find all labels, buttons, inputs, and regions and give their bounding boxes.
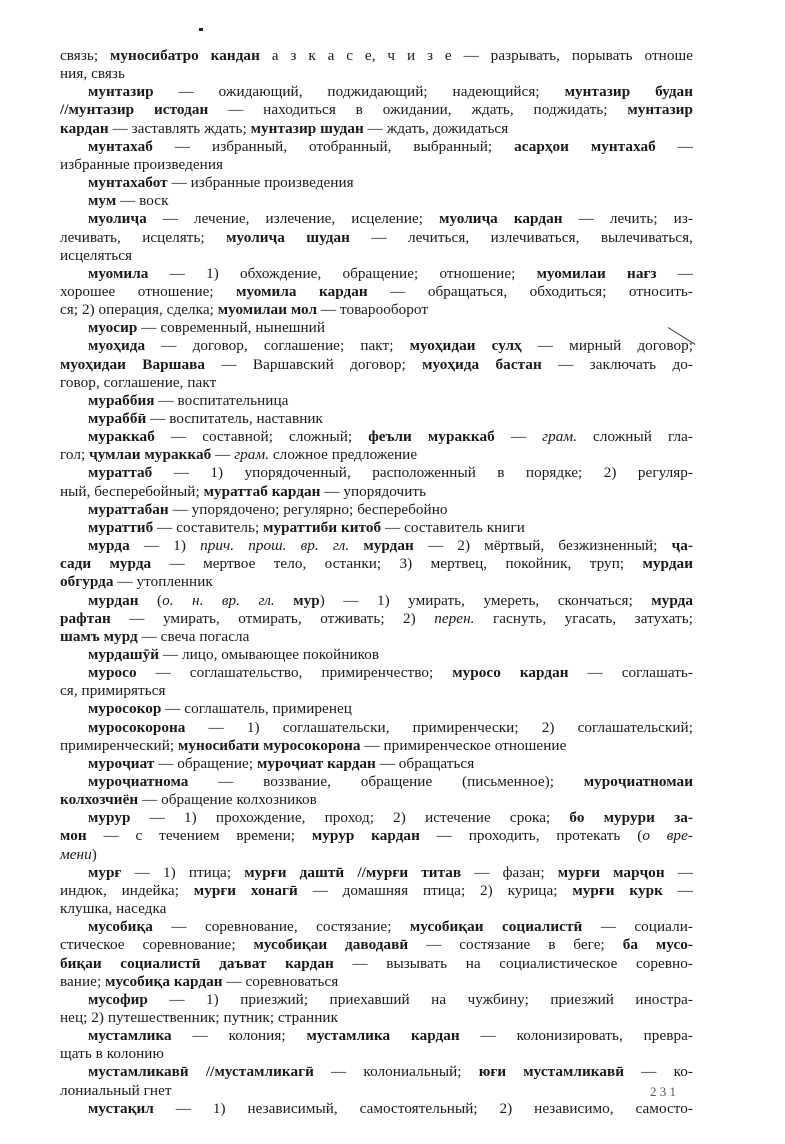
headword: обгурда — [60, 573, 114, 591]
headword: мурур кардан — [311, 827, 420, 845]
headword: мурғи хонагӣ — [193, 881, 298, 899]
headword: муомила кардан — [236, 282, 368, 300]
entry-line: лечивать, исцелять; муолиҷа шудан — лечиться, излечиваться, вылечиваться, — [60, 228, 693, 246]
headword: мураттаб кардан — [203, 482, 321, 500]
print-speck — [199, 28, 203, 31]
entry-line: кардан — заставлять ждать; мунтазир шудан — ждать, дожидаться — [60, 119, 509, 137]
grammar-label: перен. — [434, 609, 475, 627]
grammar-label: грам. — [542, 428, 577, 446]
headword: муолиҷа шудан — [226, 228, 350, 246]
entry-line: муросокорона — 1) соглашательски, примиренчески; 2) соглашательский; — [88, 718, 693, 736]
entry-line: избранные произведения — [60, 155, 224, 173]
entry-line: гол; ҷумлаи мураккаб — грам. сложное предложение — [60, 446, 418, 464]
headword: мурдан — [88, 591, 139, 609]
entry-line: мураббия — воспитательница — [88, 391, 289, 409]
headword: мурда — [88, 537, 130, 554]
headword: мурғ — [88, 863, 122, 881]
headword: муросокор — [88, 700, 162, 718]
entry-line: мустамлика — колония; мустамлика кардан — колонизировать, превра- — [88, 1027, 694, 1045]
headword: муроҷиатномаи — [583, 773, 693, 790]
headword: //мустамликагӣ — [205, 1063, 314, 1081]
headword: мон — [60, 827, 87, 845]
headword: мураббӣ — [88, 410, 147, 427]
headword: мурда — [651, 591, 693, 609]
headword: муросо кардан — [452, 664, 569, 682]
entry-line: муоҳида — договор, соглашение; пакт; муоҳидаи сулҳ — мирный договор; — [88, 337, 693, 355]
headword: мунтахабот — [88, 174, 168, 191]
entry-line: мураббӣ — воспитатель, наставник — [88, 410, 323, 427]
entry-line: рафтан — умирать, отмирать, отживать; 2) перен. гаснуть, угасать, затухать; — [60, 609, 693, 627]
headword: //мунтазир истодан — [60, 101, 209, 119]
grammar-label: прич. прош. вр. гл. — [200, 537, 350, 554]
headword: ҷумлаи мураккаб — [89, 446, 212, 464]
headword: муоҳидаи Варшава — [60, 355, 205, 373]
entry-line: ния, связь — [60, 65, 125, 83]
entry-line: муолиҷа — лечение, излечение, исцеление; муолиҷа кардан — лечить; из- — [88, 210, 694, 228]
headword: мурғи марҷон — [557, 863, 665, 881]
headword: муолиҷа кардан — [439, 210, 563, 228]
entry-line: шамъ мурд — свеча погасла — [60, 627, 250, 645]
headword: мурдан — [363, 537, 414, 554]
headword: мустамлика кардан — [306, 1027, 460, 1045]
entry-line: хорошее отношение; муомила кардан — обращаться, обходиться; относить- — [60, 282, 694, 300]
headword: муросо — [88, 664, 137, 682]
entry-line: мунтазир — ожидающий, поджидающий; надеющийся; мунтазир будан — [88, 83, 694, 101]
headword: муроҷиат кардан — [256, 754, 376, 772]
entry-line: щать в колонию — [60, 1045, 164, 1063]
headword: муносибатро кандан — [110, 47, 260, 64]
headword: муносибати муросокорона — [178, 736, 361, 754]
entry-line: мусобиқа — соревнование, состязание; мусобиқаи социалистӣ — социали- — [88, 918, 693, 936]
headword: муроҷиатнома — [88, 773, 189, 790]
headword: муоҳида — [88, 337, 146, 355]
entry-line: мураттабан — упорядочено; регулярно; бесперебойно — [88, 500, 448, 518]
entry-line: мунтахаб — избранный, отобранный, выбранный; асарҳои мунтахаб — — [88, 137, 693, 155]
headword: мунтазир будан — [564, 83, 694, 101]
entry-line: нец; 2) путешественник; путник; странник — [60, 1008, 339, 1026]
grammar-label: грам. — [234, 446, 270, 464]
entry-line: ся, примиряться — [60, 682, 166, 700]
entry-line: муоҳидаи Варшава — Варшавский договор; муоҳида бастан — заключать до- — [60, 355, 693, 373]
headword: биқаи социалистӣ даъват кардан — [60, 954, 334, 972]
headword: мум — [88, 192, 117, 210]
headword: феъли мураккаб — [368, 428, 495, 446]
headword: мусофир — [88, 990, 148, 1008]
headword: муоҳидаи сулҳ — [409, 337, 522, 355]
headword: муоҳида бастан — [422, 355, 542, 373]
entry-line: связь; муносибатро кандан а з к а с е, ч и з е — разрывать, порывать отноше — [60, 47, 694, 64]
headword: мур — [293, 591, 320, 609]
headword: асарҳои мунтахаб — [514, 137, 656, 155]
entry-line: муосир — современный, нынешний — [88, 319, 326, 337]
entry-line: мунтахабот — избранные произведения — [88, 174, 354, 191]
headword: мураттиб — [88, 518, 154, 536]
headword: муомилаи мол — [217, 301, 318, 319]
entry-line: муроҷиатнома — воззвание, обращение (письменное); муроҷиатномаи — [88, 773, 693, 790]
entry-line: мураттиб — составитель; мураттиби китоб — составитель книги — [88, 518, 525, 536]
grammar-label: о. н. вр. гл. — [162, 591, 275, 609]
headword: муомилаи нағз — [536, 264, 657, 282]
headword: мурур — [88, 809, 131, 827]
entry-line: муросо — соглашательство, примиренчество; муросо кардан — соглашать- — [88, 664, 693, 682]
entry-line: муросокор — соглашатель, примиренец — [88, 700, 352, 718]
entry-line: мум — воск — [88, 192, 169, 210]
headword: муолиҷа — [88, 210, 147, 228]
headword: рафтан — [60, 609, 111, 627]
entry-line: мустамликавӣ //мустамликагӣ — колониальный; юғи мустамликавӣ — ко- — [88, 1063, 693, 1081]
entry-line: мусофир — 1) приезжий; приехавший на чужбину; приезжий иностра- — [88, 990, 693, 1008]
entry-line: вание; мусобиқа кардан — соревноваться — [60, 972, 339, 990]
entry-line: мустақил — 1) независимый, самостоятельный; 2) независимо, самосто- — [88, 1099, 693, 1117]
entry-line: ся; 2) операция, сделка; муомилаи мол — товарооборот — [60, 301, 429, 319]
headword: мустақил — [88, 1099, 154, 1117]
headword: мунтахаб — [88, 137, 153, 155]
headword: //мурғи титав — [357, 863, 462, 881]
headword: мунтазир шудан — [250, 119, 364, 137]
headword: мустамлика — [88, 1027, 172, 1045]
entry-line: мураккаб — составной; сложный; феъли мураккаб — грам. сложный гла- — [88, 428, 693, 446]
page-number: 2 3 1 — [650, 1084, 676, 1099]
headword: ба мусо- — [622, 936, 693, 954]
headword: мураккаб — [88, 428, 155, 446]
headword: мустамликавӣ — [88, 1063, 189, 1081]
entry-line: муроҷиат — обращение; муроҷиат кардан — обращаться — [88, 754, 475, 772]
entry-line: клушка, наседка — [60, 900, 167, 917]
headword: мусобиқаи социалистӣ — [409, 918, 583, 936]
entry-line: примиренческий; муносибати муросокорона — примиренческое отношение — [60, 736, 567, 754]
headword: муомила — [88, 264, 149, 282]
entry-line: исцеляться — [60, 246, 133, 264]
entry-line: мурдашӯй — лицо, омывающее покойников — [88, 645, 380, 663]
headword: мурғи курк — [572, 881, 663, 899]
headword: мураттаб — [88, 464, 153, 482]
headword: мусобиқа кардан — [105, 972, 223, 990]
entry-line: мон — с течением времени; мурур кардан — проходить, протекать (о вре- — [60, 827, 693, 845]
entry-line: лониальный гнет — [60, 1081, 172, 1099]
headword: мусобиқаи даводавӣ — [253, 936, 409, 954]
entry-line: индюк, индейка; мурғи хонагӣ — домашняя птица; 2) курица; мурғи курк — — [60, 881, 694, 899]
entry-line: мурур — 1) прохождение, проход; 2) истечение срока; бо мурури за- — [88, 809, 693, 827]
headword: кардан — [60, 119, 109, 137]
headword: ҷа- — [671, 537, 693, 554]
entry-line: мени) — [60, 845, 97, 863]
headword: колхозчиён — [60, 791, 139, 809]
headword: юғи мустамликавӣ — [478, 1063, 625, 1081]
entry-line: биқаи социалистӣ даъват кардан — вызывать на социалистическое соревно- — [60, 954, 693, 972]
headword: шамъ мурд — [60, 627, 138, 645]
entry-line: муомила — 1) обхождение, обращение; отношение; муомилаи нағз — — [88, 264, 693, 282]
headword: муросокорона — [88, 718, 186, 736]
headword: мурдашӯй — [88, 645, 160, 663]
grammar-label: мени — [60, 845, 92, 863]
headword: мурғи даштӣ — [244, 863, 345, 881]
headword: сади мурда — [60, 555, 152, 573]
entry-line: //мунтазир истодан — находиться в ожидании, ждать, поджидать; мунтазир — [60, 101, 693, 119]
entry-line: мураттаб — 1) упорядоченный, расположенный в порядке; 2) регуляр- — [88, 464, 693, 482]
entry-line: стическое соревнование; мусобиқаи даводавӣ — состязание в беге; ба мусо- — [60, 936, 693, 954]
entry-line: мурғ — 1) птица; мурғи даштӣ //мурғи титав — фазан; мурғи марҷон — — [88, 863, 693, 881]
entry-line: ный, бесперебойный; мураттаб кардан — упорядочить — [60, 482, 427, 500]
grammar-label: о вре- — [642, 827, 693, 845]
headword: мураттабан — [88, 500, 169, 518]
headword: бо мурури за- — [569, 809, 693, 827]
entry-line: сади мурда — мертвое тело, останки; 3) мертвец, покойник, труп; мурдаи — [60, 555, 693, 573]
entry-line: мурдан (о. н. вр. гл. мур) — 1) умирать, умереть, скончаться; мурда — [88, 591, 693, 609]
headword: мунтазир — [88, 83, 154, 101]
entry-line: колхозчиён — обращение колхозников — [60, 791, 317, 809]
headword: мураттиби китоб — [263, 518, 382, 536]
headword: мурдаи — [642, 555, 693, 573]
entry-line: мурда — 1) прич. прош. вр. гл. мурдан — 2) мёртвый, безжизненный; ҷа- — [88, 537, 693, 554]
entry-line: говор, соглашение, пакт — [60, 373, 217, 391]
headword: мунтазир — [627, 101, 693, 119]
entry-line: обгурда — утопленник — [60, 573, 213, 591]
headword: муосир — [88, 319, 138, 337]
headword: мураббия — [88, 391, 155, 409]
headword: муроҷиат — [88, 754, 155, 772]
headword: мусобиқа — [88, 918, 153, 936]
